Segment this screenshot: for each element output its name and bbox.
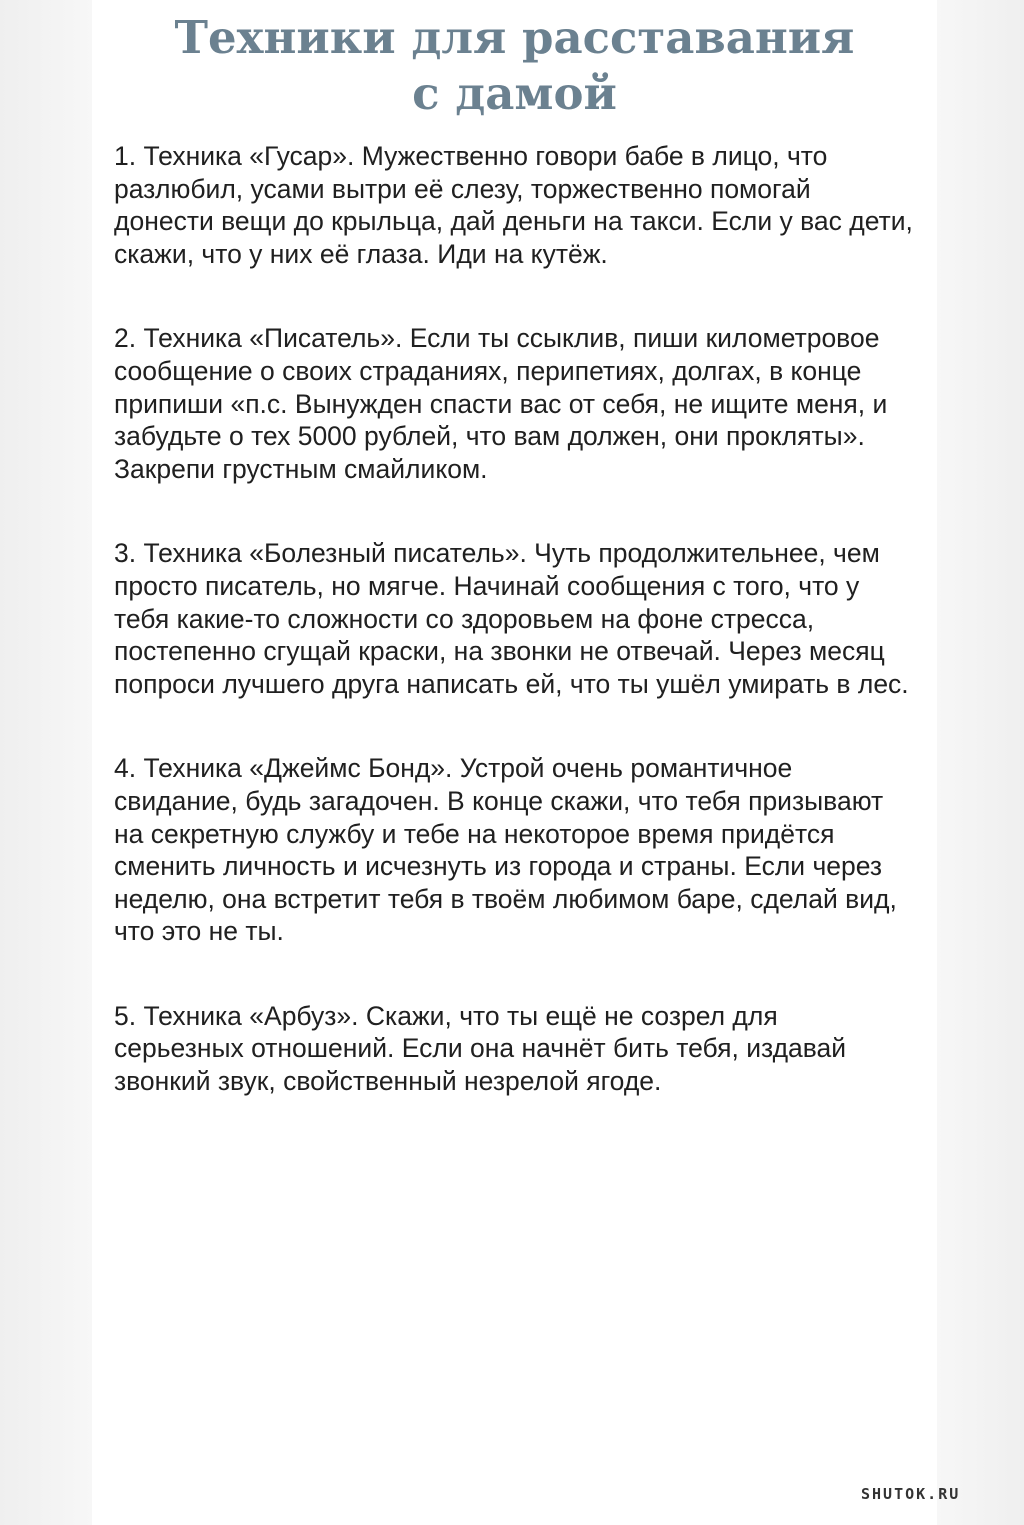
document-page xyxy=(92,0,937,1525)
technique-item-2: 2. Техника «Писатель». Если ты ссыклив, пиши километровое сообщение о своих страданиях, перипетиях, долгах, в конце припиши «п.с. Вынужден спасти вас от себя, не ищите меня, и забудьте о тех 5000 рублей, что вам должен, они прокляты». Закрепи грустным смайликом. xyxy=(114,323,888,484)
title-line-1: Техники для расставания xyxy=(174,11,855,64)
technique-item-4: 4. Техника «Джеймс Бонд». Устрой очень романтичное свидание, будь загадочен. В конце скажи, что тебя призывают на секретную службу и тебе на некоторое время придётся сменить личность и исчезнуть из города и страны. Если через неделю, она встретит тебя в твоём любимом баре, сделай вид, что это не ты. xyxy=(114,753,897,947)
watermark: SHUTOK.RU xyxy=(861,1485,961,1503)
technique-list xyxy=(114,140,914,1098)
technique-item-3: 3. Техника «Болезный писатель». Чуть продолжительнее, чем просто писатель, но мягче. Начинай сообщения с того, что у тебя какие-то сложности со здоровьем на фоне стресса, постепенно сгущай краски, на звонки не отвечай. Через месяц попроси лучшего друга написать ей, что ты ушёл умирать в лес. xyxy=(114,538,909,699)
right-margin xyxy=(937,0,1024,1525)
technique-item-5: 5. Техника «Арбуз». Скажи, что ты ещё не созрел для серьезных отношений. Если она начнёт бить тебя, издавай звонкий звук, свойственный незрелой ягоде. xyxy=(114,1000,847,1097)
left-margin xyxy=(0,0,92,1525)
technique-item-1: 1. Техника «Гусар». Мужественно говори бабе в лицо, что разлюбил, усами вытри её слезу, торжественно помогай донести вещи до крыльца, дай деньги на такси. Если у вас дети, скажи, что у них её глаза. Иди на кутёж. xyxy=(114,141,913,269)
title-line-2: с дамой xyxy=(412,67,617,120)
page-title xyxy=(92,10,937,122)
